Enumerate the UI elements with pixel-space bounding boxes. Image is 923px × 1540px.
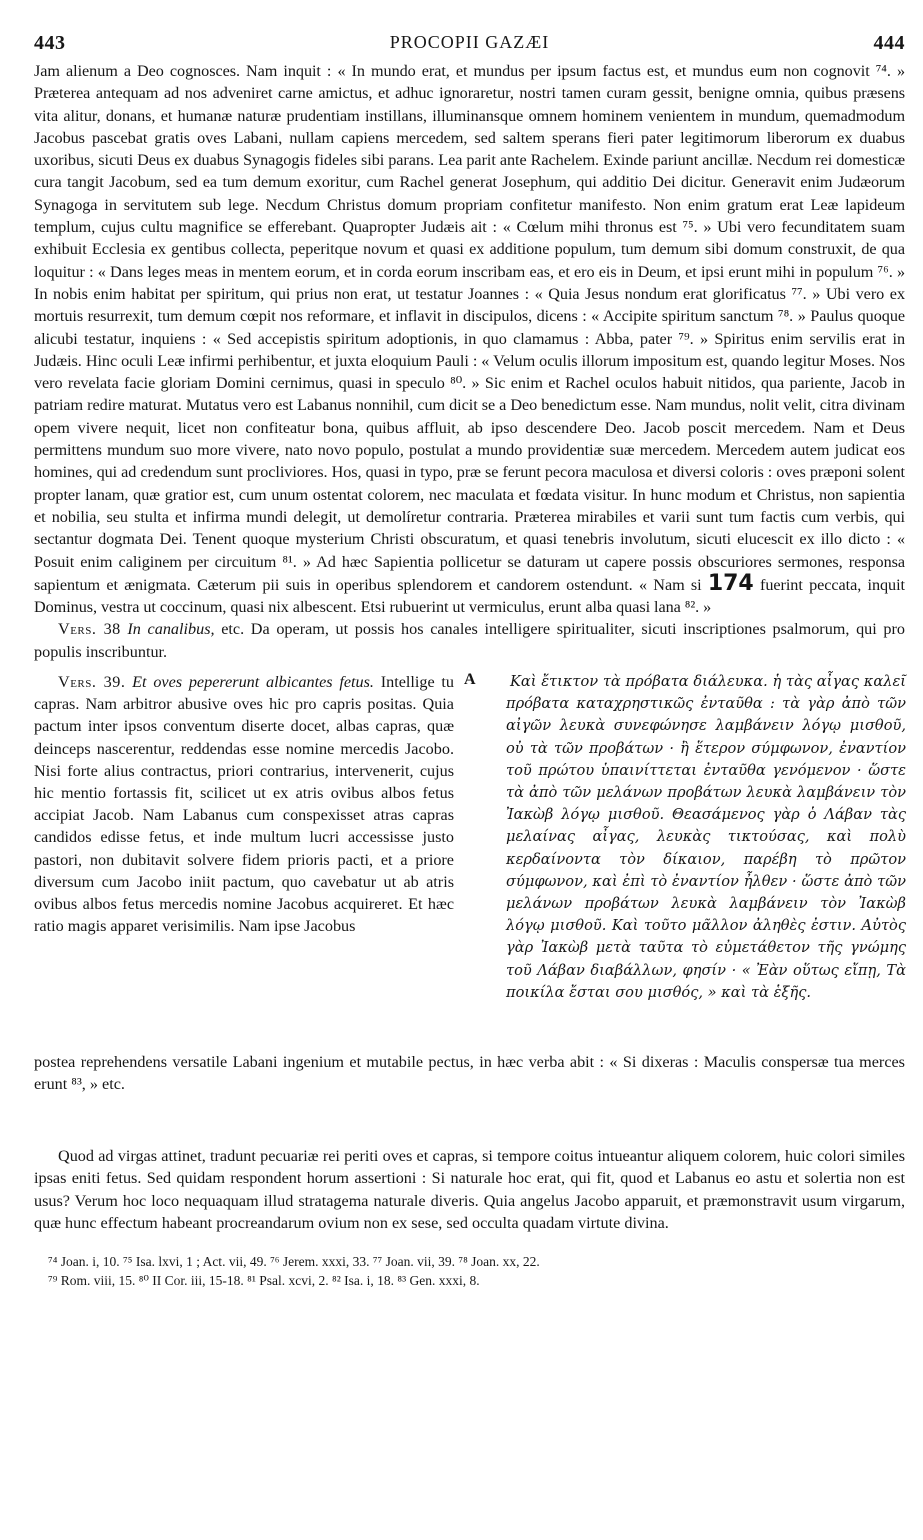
greek-lemma: Καὶ ἔτικτον τὰ πρόβατα διάλευκα.	[510, 673, 768, 691]
footnote-line-2: ⁷⁹ Rom. viii, 15. ⁸⁰ II Cor. iii, 15-18. ⁸¹ Psal. xcvi, 2. ⁸² Isa. i, 18. ⁸³ Gen. xxxi, 8.	[48, 1273, 480, 1289]
page-number-left: 443	[34, 32, 66, 54]
column-marker-174: 174	[707, 570, 754, 596]
main-commentary-end: fuerint peccata, inquit Dominus, vestra ut coccinum, quasi nix albescent. Etsi rubuerint ut vermiculus, erunt alba quasi lana ⁸². »	[34, 575, 905, 617]
verse-38-lemma: In canalibus,	[127, 620, 215, 639]
greek-text: ἡ τὰς αἶγας καλεῖ πρόβατα καταχρηστικῶς ἐνταῦθα : τὰ γὰρ ἀπὸ τῶν αἰγῶν λευκὰ συνεφώνησε λαμβάνειν λόγῳ μισθοῦ, οὐ τὰ τῶν προβάτων · ἢ ἕτερον σύμφωνον, ἐναντίον τοῦ πρώτου ὑπαινίττεται ἐνταῦθα γενόμενον · ὥστε τὰ ἀπὸ τῶν μελάνων προβάτων λευκὰ λαμβάνειν τὸν Ἰακὼβ λόγῳ μισθοῦ. Θεασάμενος γὰρ ὁ Λάβαν τὰς μελαίνας αἶγας, λευκὰς τικτούσας, καὶ πολὺ κερδαίνοντα τὸν δίκαιον, παρέβη τὸ πρῶτον σύμφωνον, καὶ ἐπὶ τὸ ἐναντίον ἦλθεν · ὥστε ἀπὸ τῶν μελάνων προβάτων λευκὰ λαμβάνειν τὸν Ἰακὼβ λόγῳ μισθοῦ. Καὶ τοῦτο μᾶλλον ἀληθὲς ἐστιν. Αὐτὸς γὰρ Ἰακὼβ μετὰ ταῦτα τὸ εὐμετάθετον τῆς γνώμης τοῦ Λάβαν διαβάλλων, φησίν · « Ἐὰν οὕτως εἴπῃ, Τὰ ποικίλα ἔσται σου μισθός, » καὶ τὰ ἑξῆς.	[506, 673, 907, 1001]
latin-paragraph	[34, 671, 454, 937]
verse-38-label: Vers. 38	[58, 620, 121, 639]
column-marker-a: A	[464, 671, 476, 689]
closing-paragraph: Quod ad virgas attinet, tradunt pecuariæ rei periti oves et capras, si tempore coitus intueantur aliquem colorem, huic colori similes ipsas eniti fetus. Sed quidam respondent horum assertioni : Si naturale hoc erat, qui fit, quod et Labanus eo astu et solertia non est usus? Verum hoc loco nequaquam illud stratagema naturale diveris. Quia angelus Jacobo apparuit, et præmonstravit usum virgarum, quæ hunc effectum habeant procreandarum ovium non ex sese, sed occulta quadam virtute divina.	[34, 1147, 905, 1232]
page-header	[34, 32, 905, 60]
running-title: PROCOPII GAZÆI	[389, 32, 550, 52]
footnotes	[34, 1252, 905, 1290]
main-commentary	[34, 60, 905, 618]
greek-paragraph	[506, 671, 906, 1004]
verse-39-label: Vers. 39.	[58, 673, 126, 692]
footnote-line-1: ⁷⁴ Joan. i, 10. ⁷⁵ Isa. lxvi, 1 ; Act. vii, 49. ⁷⁶ Jerem. xxxi, 33. ⁷⁷ Joan. vii, 39. ⁷⁸ Joan. xx, 22.	[48, 1254, 540, 1270]
verse-39-latin: Intellige tu capras. Nam arbitror abusive oves hic pro capris positas. Quia pactum inter ipsos conventum diserte docet, albas capras, quæ deinceps nascerentur, reddendas esse nomine mercedis Jacobo. Nisi forte alius contractus, priori contrarius, intervenerit, cujus hic mentio fortassis fit, scilicet ut ex atris ovibus albos fetus accipiat Jacob. Nam Labanus cum conspexisset atras capras candidos edisse fetus, et inde multum lucri accessisse justo pastori, non dubitavit solvere fidem prioris pacti, et a priore diversum cum Jacobo iniit pactum, quo cavebatur ut ab atris ovibus albos fetus mercedis nomine Jacobus acquireret. Et hæc ratio magis apparet verisimilis. Nam ipse Jacobus	[34, 673, 455, 936]
main-commentary-text: Jam alienum a Deo cognosces. Nam inquit : « In mundo erat, et mundus per ipsum factus est, et mundus eum non cognovit ⁷⁴. » Præterea antequam ad nos adveniret carne amictus, et adhuc ignoraretur, nostri tamen curam gessit, benigne omnia, quibus præsens vita alitur, donans, et humanæ naturæ prudentiam instillans, illuminansque omnem hominem venientem in mundum, quemadmodum Jacobus pascebat gratis oves Labani, nullam capiens mercedem, sed saltem sperans fieri pater legitimorum liberorum ex duabus uxoribus, sicuti Deus ex duabus Synagogis fideles sibi parans. Lea parit ante Rachelem. Exinde pariunt ancillæ. Necdum rei domesticæ cura tangit Jacobum, sed ea tum demum exoritur, cum Rachel generat Josephum, qui additio Dei dicitur. Generavit enim Judæorum Synagoga in servitutem sub lege. Necdum Christus domum propriam confitetur manifesto. Non enim gratum erat Leæ lapideum templum, cujus cultu magnifice se efferebant. Quapropter Judæis ait : « Cœlum mihi thronus est ⁷⁵. » Ubi vero fecunditatem suam exhibuit Ecclesia ex gentibus collecta, peperitque novum et quasi ex additione populum, tum demum sibi domum construxit, de qua loquitur : « Dans leges meas in mentem eorum, et in corda eorum inscribam eas, et ero eis in Deum, et ipsi erunt mihi in populum ⁷⁶. » In nobis enim habitat per spiritum, qui prius non erat, ut testatur Joannes : « Quia Jesus nondum erat glorificatus ⁷⁷. » Ubi vero ex mortuis resurrexit, tum demum cœpit nos reformare, et inflavit in discipulos, dicens : « Accipite spiritum sanctum ⁷⁸. » Paulus quoque alicubi testatur, inquiens : « Sed accepistis spiritum adoptionis, in quo clamamus : Abba, pater ⁷⁹. » Spiritus enim servilis erat in Judæis. Hinc oculi Leæ infirmi perhibentur, et juxta eloquium Pauli : « Velum oculis illorum impositum est, quando legitur Moses. Nos vero revelata facie gloriam Domini cernimus, quasi in speculo ⁸⁰. » Sic enim et Rachel oculos habuit nitidos, qua pariente, Jacob in patriam redire maturat. Mutatus vero est Labanus nonnihil, cum dicit se a Deo benedictum esse. Nam mundus, nolit velit, citra divinam opem vivere nequit, licet non confiteatur bona, quibus affluit, ab ipso descendere Deo. Jacob poscit mercedem. Nam et Deus permittens mundum suo more vivere, nato novo populo, postulat a mundo providentiæ suæ mercedem. Mercedem autem judicat eos homines, qui ad credendum sunt procliviores. Hos, quasi in typo, præ se ferunt pecora maculosa et diversi coloris : oves præponi solent propter lanam, quæ gratior est, cum unum ostentat colorem, nec maculata et fœdata visitur. In hunc modum et Christus, non sapientia et nobilia, seu stulta et infirma mundi delegit, ut demolíretur contraria. Præterea mirabiles et varii sunt tum factis cum verbis, qui sectantur dogmata Dei. Tenent quoque mysterium Christi obscuratum, et quasi tenebris involutum, sicuti elucescit ex illo dicto : « Posuit enim caliginem per circuitum ⁸¹. » Ad hæc Sapientia pollicetur se daturam ut capere possis obscuriores sermones, responsa sapientum et ænigmata. Cæterum pii suis in operibus splendorem et candorem ostendunt. « Nam si	[34, 62, 905, 594]
greek-column	[506, 671, 906, 1004]
verse-38-text: etc. Da operam, ut possis hos canales intelligere spiritualiter, sicuti inscriptiones psalmorum, qui pro populis inscribuntur.	[34, 620, 905, 661]
verse-39-two-column	[34, 671, 905, 1141]
verse-39-lemma: Et oves pepererunt albicantes fetus.	[132, 673, 374, 692]
latin-column	[34, 671, 454, 937]
latin-continuation: postea reprehendens versatile Labani ingenium et mutabile pectus, in hæc verba abit : « Si dixeras : Maculis conspersæ tua merces erunt ⁸³, » etc.	[34, 1053, 905, 1094]
page-number-right: 444	[873, 32, 905, 54]
verse-38-paragraph	[34, 618, 905, 663]
